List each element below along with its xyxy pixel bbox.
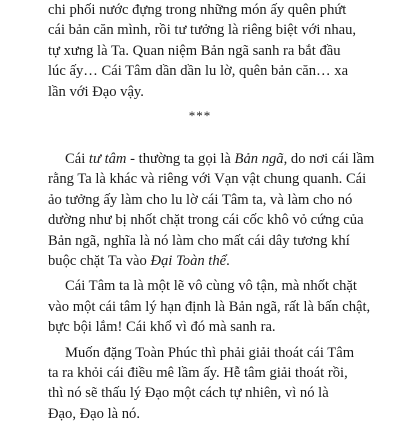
text-line: Muốn đặng Toàn Phúc thì phải giải thoát cái Tâm bbox=[65, 344, 355, 361]
text-line: Cái tư tâm - thường ta gọi là Bản ngã, do nơi cái lầm bbox=[65, 151, 375, 167]
text-line: thì nó sẽ thấu lý Đạo một cách tự nhiên, vì nó là bbox=[48, 385, 329, 402]
section-separator: *** bbox=[188, 108, 212, 123]
paragraph-tam-vo-tan bbox=[48, 276, 374, 337]
continued-paragraph bbox=[48, 0, 356, 102]
text-line: chi phối nước đựng trong những món ấy quên phứt bbox=[48, 2, 347, 18]
text-line: tự xưng là Ta. Quan niệm Bản ngã sanh ra bắt đầu bbox=[48, 42, 341, 59]
paragraph-toan-phuc bbox=[48, 343, 374, 425]
paragraph-ban-nga bbox=[48, 149, 374, 271]
section-body bbox=[48, 149, 374, 429]
text-line: Đạo, Đạo là nó. bbox=[48, 405, 140, 422]
text-line: bực bội lắm! Cái khổ vì đó mà sanh ra. bbox=[48, 319, 276, 336]
emphasis-dai-toan-the: Đại Toàn thể bbox=[150, 253, 227, 270]
text-line: lần với Đạo vậy. bbox=[48, 83, 144, 100]
text-line: ảo tưởng ấy làm cho lu lờ cái Tâm ta, và làm cho nó bbox=[48, 191, 353, 208]
text-line: lúc ấy… Cái Tâm dần dần lu lờ, quên bản căn… xa bbox=[48, 63, 349, 80]
text-line: Bản ngã, nghĩa là nó làm cho mất cái dây tương khí bbox=[48, 232, 350, 249]
text-line: buộc chặt Ta vào Đại Toàn thể. bbox=[48, 253, 230, 270]
text-line: dường như bị nhốt chặt trong cái cốc khô vỏ cứng của bbox=[48, 212, 364, 229]
emphasis-ban-nga: Bản ngã bbox=[234, 151, 284, 167]
emphasis-tu-tam: tư tâm bbox=[88, 151, 127, 167]
text-line: ta ra khỏi cái điều mê lầm ấy. Hễ tâm giải thoát rồi, bbox=[48, 365, 348, 382]
text-line: Cái Tâm ta là một lẽ vô cùng vô tận, mà nhốt chặt bbox=[65, 278, 357, 295]
text-line: vào một cái tâm lý hạn định là Bản ngã, rất là bấn chật, bbox=[48, 298, 371, 315]
text-line: rằng Ta là khác và riêng với Vạn vật chung quanh. Cái bbox=[48, 171, 367, 188]
text-line: cái bản căn mình, rồi tư tưởng là riêng biệt với nhau, bbox=[48, 22, 357, 39]
